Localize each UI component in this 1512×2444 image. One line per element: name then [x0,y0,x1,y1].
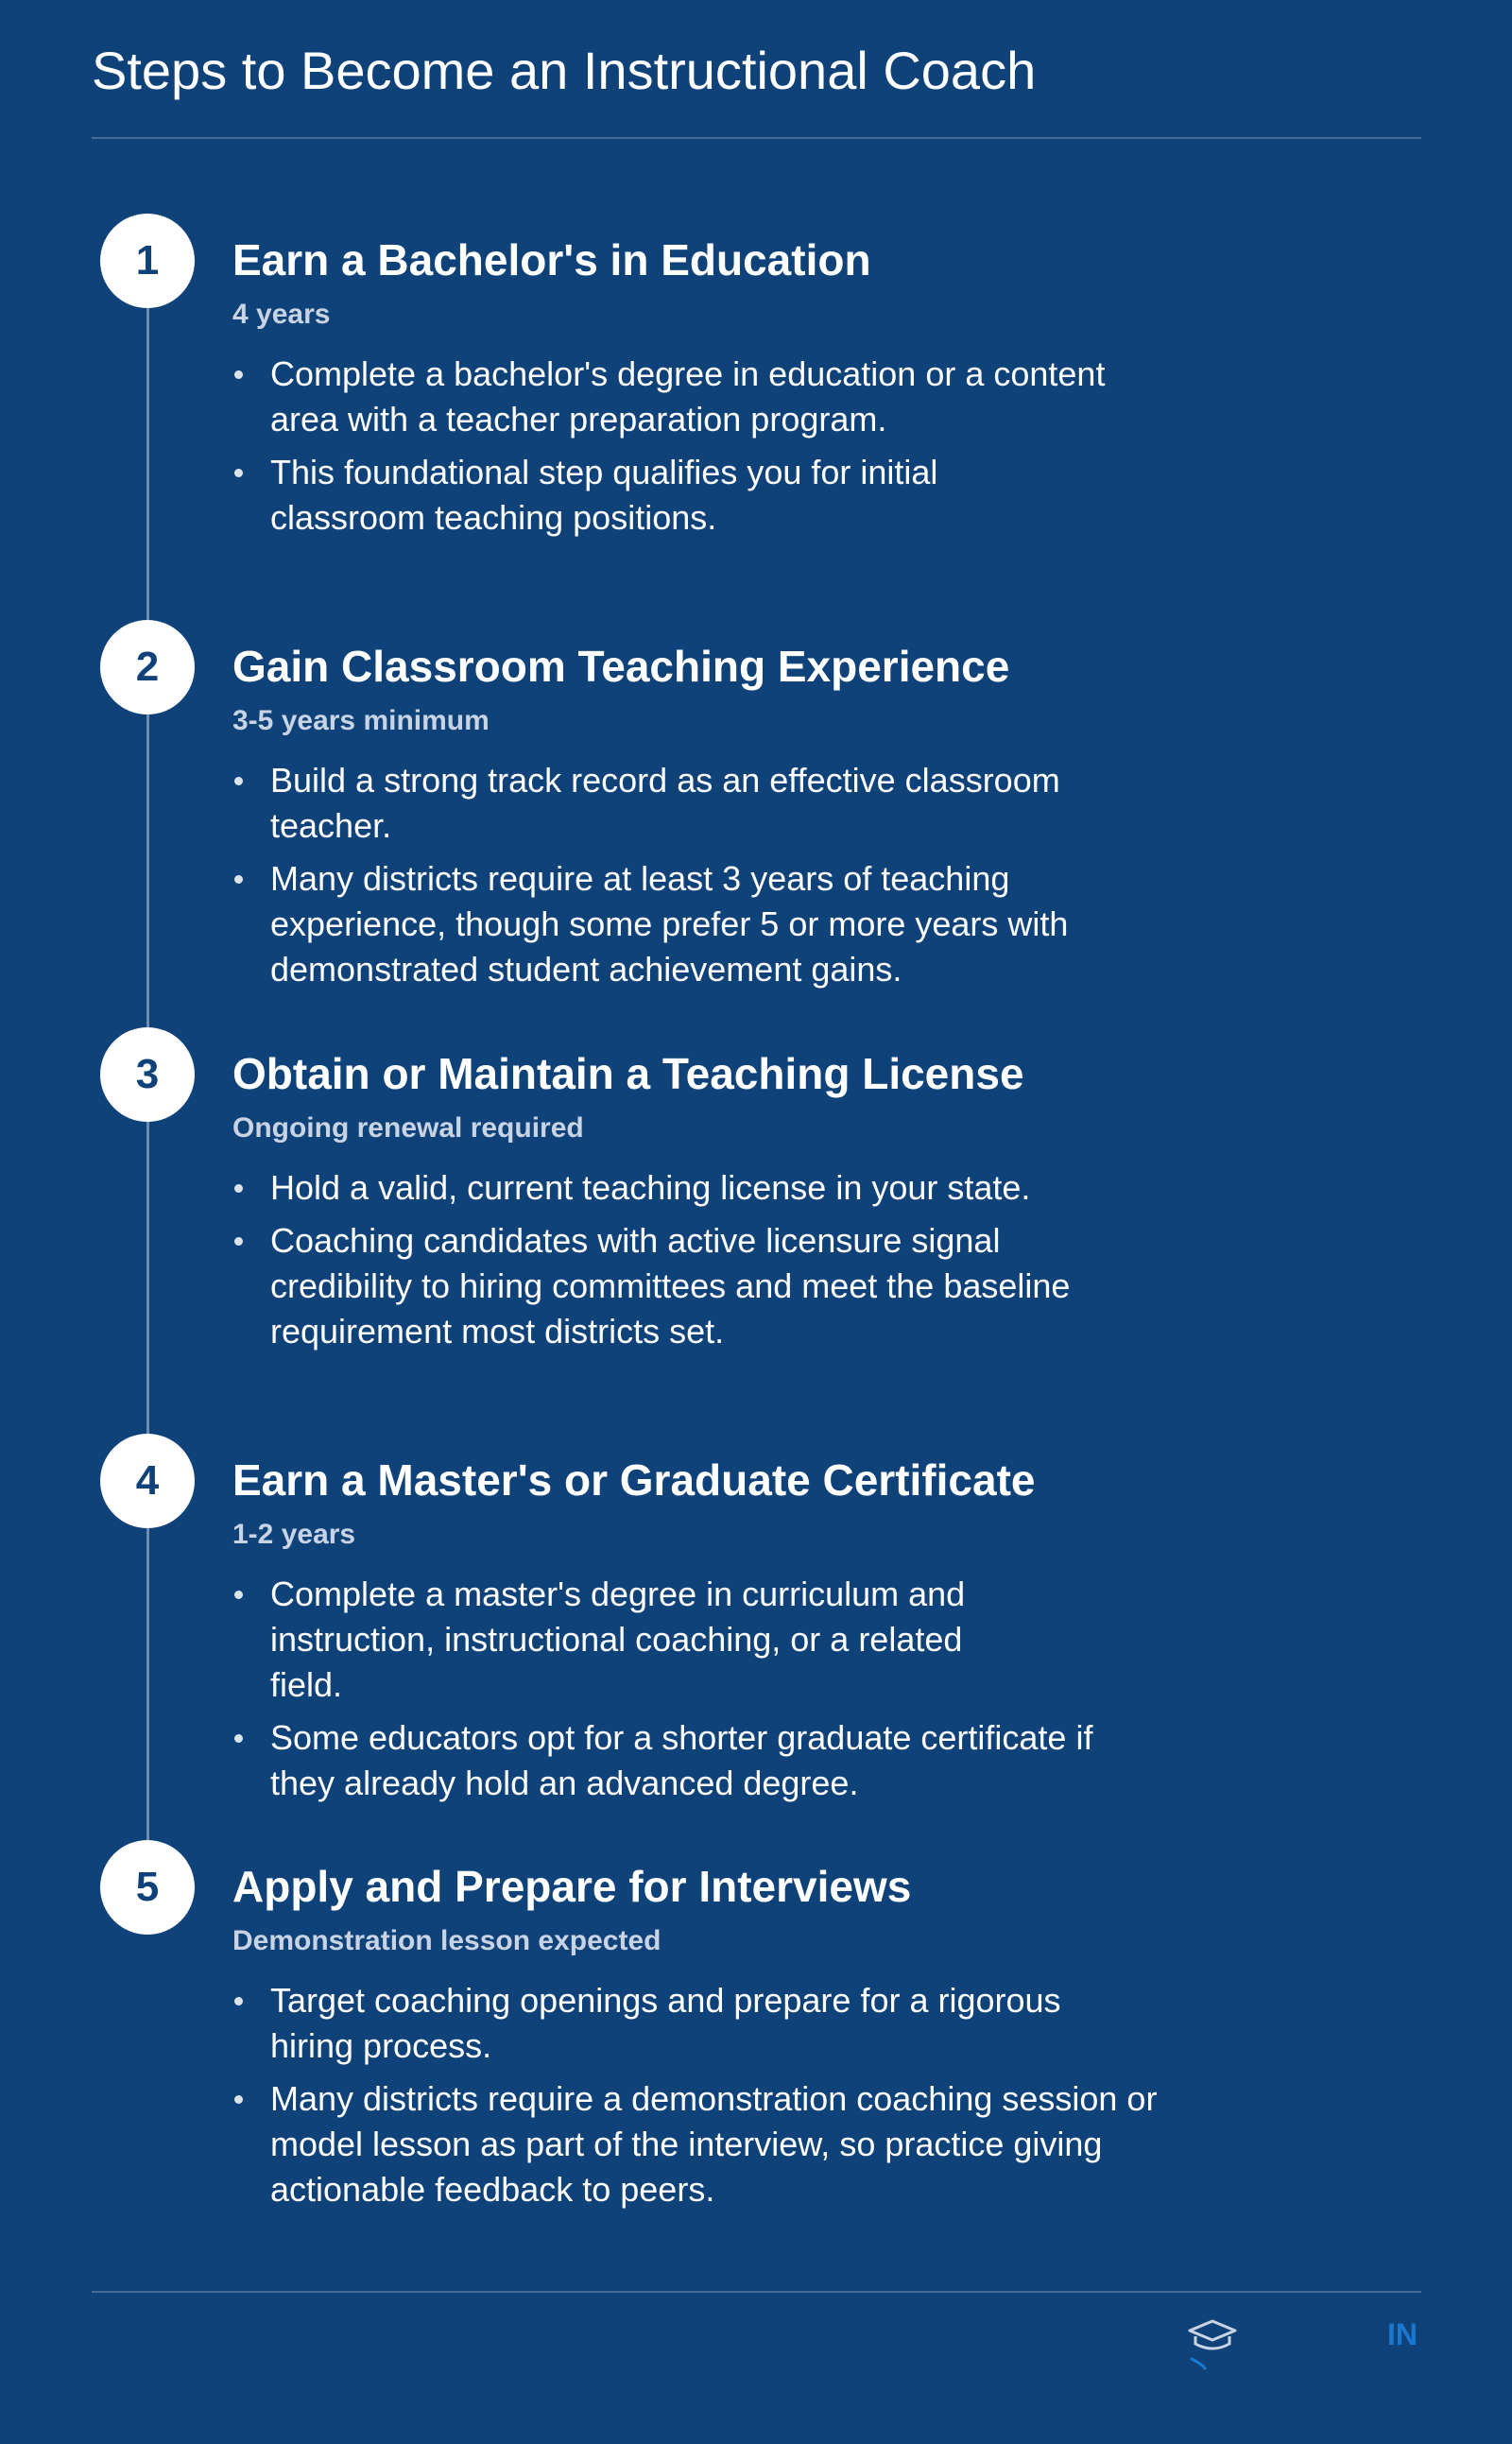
step-bullet: Many districts require a demonstration coaching session or model lesson as part of the interview, so practice giving actionable feedback to peers. [232,2076,1206,2212]
step-bullet: Complete a bachelor's degree in education or a content area with a teacher preparation program. [232,352,1177,442]
step-bullet: Many districts require at least 3 years of teaching experience, though some prefer 5 or more years with demonstrated student achievement gains. [232,856,1140,992]
step-number-badge: 1 [100,214,195,308]
step-bullet: This foundational step qualifies you for initial classroom teaching positions. [232,450,1007,541]
step-bullet-list [232,352,1177,548]
step-bullet-list [232,758,1140,1000]
header-divider [92,137,1421,139]
step-title: Gain Classroom Teaching Experience [232,642,1010,691]
step-duration: 1-2 years [232,1519,356,1550]
step-duration: 3-5 years minimum [232,705,490,736]
step-duration: Ongoing renewal required [232,1112,584,1144]
step-number-badge: 2 [100,620,195,714]
footer-divider [92,2291,1421,2293]
step-bullet: Build a strong track record as an effective classroom teacher. [232,758,1140,849]
step-bullet-list [232,1978,1177,2220]
step-bullet: Hold a valid, current teaching license in your state. [232,1165,1140,1211]
step-bullet: Coaching candidates with active licensure signal credibility to hiring committees and meet the baseline requirement most districts set. [232,1218,1140,1354]
step-bullet-list [232,1165,1140,1362]
step-bullet-list [232,1572,1140,1814]
step-title: Earn a Bachelor's in Education [232,235,871,284]
step-bullet: Some educators opt for a shorter graduate certificate if they already hold an advanced degree. [232,1715,1140,1806]
step-bullet: Target coaching openings and prepare for a rigorous hiring process. [232,1978,1140,2069]
step-title: Apply and Prepare for Interviews [232,1862,912,1911]
graduation-cap-icon [1186,2315,1239,2372]
brand-mark: IN [1387,2317,1418,2351]
step-duration: Demonstration lesson expected [232,1925,662,1956]
step-number-badge: 5 [100,1840,195,1935]
step-title: Obtain or Maintain a Teaching License [232,1049,1024,1098]
step-duration: 4 years [232,299,331,330]
page-title: Steps to Become an Instructional Coach [92,41,1037,100]
step-bullet: Complete a master's degree in curriculum and instruction, instructional coaching, or a related field. [232,1572,1026,1708]
step-title: Earn a Master's or Graduate Certificate [232,1455,1036,1505]
step-number-badge: 3 [100,1027,195,1122]
step-number-badge: 4 [100,1434,195,1528]
